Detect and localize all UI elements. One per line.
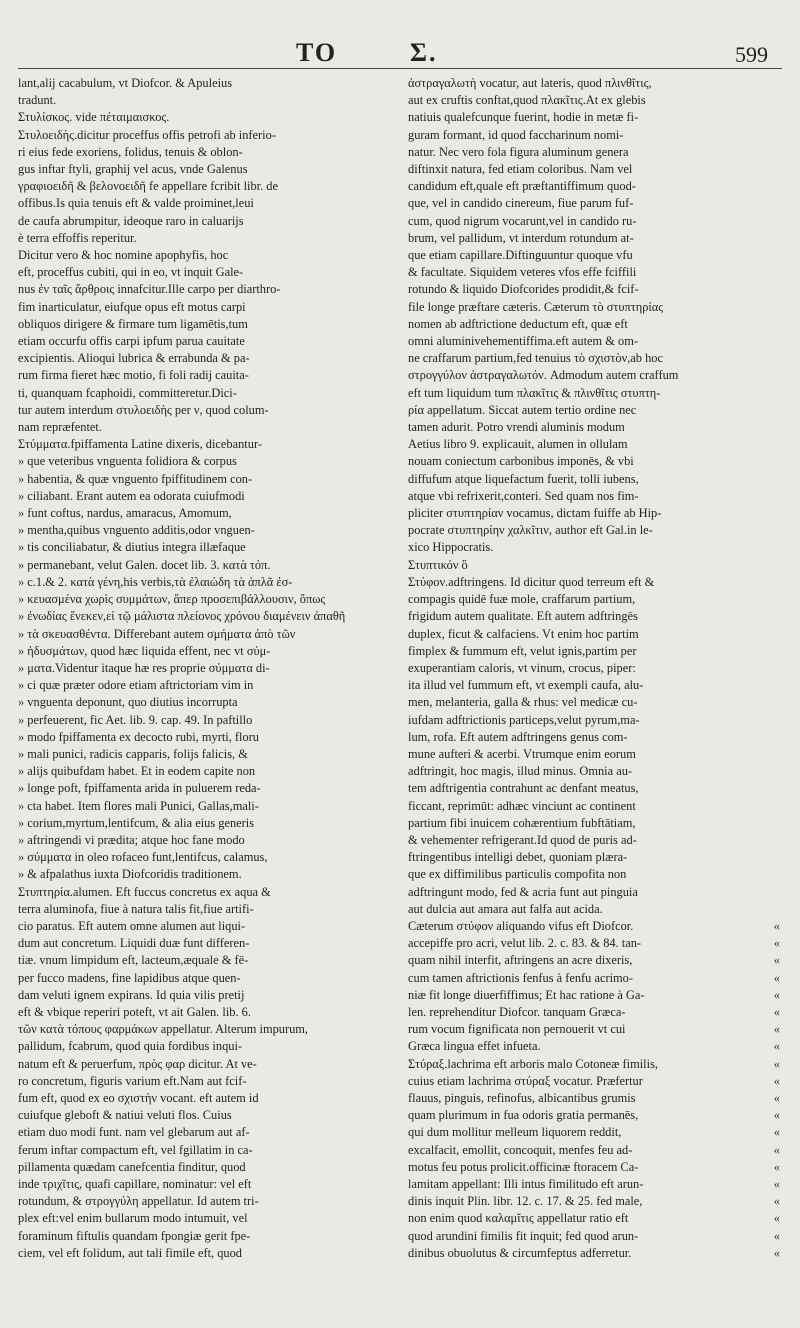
left-column-line: dam veluti ignem expirans. Id quia vilis pretij — [18, 987, 245, 1002]
left-column-line: Στύμματα.fpiffamenta Latine dixeris, dicebantur- — [18, 437, 262, 452]
right-column-line: partium fibi inuicem cohærentium fubftātiam, — [408, 815, 636, 830]
left-column-line: » & afpalathus iuxta Diofcoridis traditionem. — [18, 866, 390, 883]
right-column-line: adftringit, hoc magis, illud minus. Omnia au- — [408, 764, 633, 779]
right-column-line: niæ fit longe diuerfiffimus; Et hac ratione à Ga- « — [408, 987, 780, 1004]
left-column-line: per fucco madens, fine lapidibus atque quen- — [18, 970, 241, 985]
left-column-line: cuiufque gleboft & natiui veluti flos. Cuius — [18, 1108, 232, 1123]
left-column-line: pallidum, fcabrum, quod quia fordibus inqui- — [18, 1039, 243, 1054]
left-column-line: » mali punici, radicis capparis, folijs falicis, & — [18, 746, 390, 763]
left-column-line: lant,alij cacabulum, vt Diofcor. & Apuleius — [18, 76, 233, 90]
right-column-line: ρία appellatum. Siccat autem tertio ordine nec — [408, 402, 637, 417]
right-column-line: xico Hippocratis. — [408, 540, 494, 555]
right-column-line: iufdam adftrictionis particeps,velut pyrum,ma- — [408, 712, 640, 727]
right-column-line: ne craffarum partium,fed tenuius τὸ σχιστὸν,ab hoc — [408, 351, 663, 366]
left-column-line: Στυλίσκος. vide πέταιμαισκος. — [18, 110, 170, 125]
right-column-line: mune aufteri & acerbi. Vtrumque enim eorum — [408, 746, 636, 761]
left-column-line: pillamenta quædam canefcentia finditur, quod — [18, 1159, 246, 1174]
left-column-line: » funt coftus, nardus, amaracus, Amomum, — [18, 505, 390, 522]
left-column-line: nus ἐν ταῖς ἄρθροις innafcitur.Ille carpo per diarthro- — [18, 282, 281, 297]
left-column — [18, 75, 390, 1262]
right-column-line: Græca lingua effet infueta. « — [408, 1038, 780, 1055]
right-column-line: pliciter στυπτηρίαν vocamus, dictam fuiffe ab Hip- — [408, 506, 662, 521]
left-column-line: eft & vbique reperiri poteft, vt ait Galen. lib. 6. — [18, 1004, 251, 1019]
left-column-line: γραφιοειδῆ & βελονοειδῆ fe appellare fcribit libr. de — [18, 179, 278, 194]
left-column-line: etiam occurfu offis carpi ipfum parua cauitate — [18, 334, 245, 349]
left-column-line: » aftringendi vi prædita; atque hoc fane modo — [18, 832, 390, 849]
left-column-line: » perfeuerent, fic Aet. lib. 9. cap. 49. In paftillo — [18, 712, 390, 729]
right-column-line: guram formant, id quod faccharinum nomi- — [408, 127, 624, 142]
left-column-line: » σύμματα in oleo rofaceo funt,lentifcus, calamus, — [18, 849, 390, 866]
left-column-line: ferum inftar compactum eft, vel fgillatim in ca- — [18, 1142, 253, 1157]
right-column-line: Στύραξ.lachrima eft arboris malo Cotoneæ fimilis, « — [408, 1056, 780, 1073]
left-column-line: dum aut concretum. Liquidi duæ funt differen- — [18, 936, 250, 951]
left-column-line: è terra effoffis reperitur. — [18, 230, 137, 245]
left-column-line: Στυλοειδὴς.dicitur proceffus offis petrofi ab inferio- — [18, 127, 276, 142]
left-column-line: » modo fpiffamenta ex decocto rubi, myrti, floru — [18, 729, 390, 746]
left-column-line: Dicitur vero & hoc nomine apophyfis, hoc — [18, 248, 229, 263]
running-title-right: Σ. — [410, 38, 438, 67]
left-column-line: » alijs quibufdam habet. Et in eodem capite non — [18, 763, 390, 780]
right-column-line: duplex, ficut & calfaciens. Vt enim hoc partim — [408, 626, 639, 641]
left-column-line: cio paratus. Eft autem omne alumen aut liqui- — [18, 918, 246, 933]
right-column-line: candidum eft,quale eft præftantiffimum quod- — [408, 179, 636, 194]
left-column-line: excipientis. Alioqui lubrica & errabunda & pa- — [18, 351, 250, 366]
left-column-line: rum firma fieret hæc motio, fi foli radij cauita- — [18, 368, 249, 383]
running-header — [18, 38, 782, 69]
left-column-line: » ἐνωδίας ἕνεκεν,εἰ τῷ μάλιστα πλείονος χρόνου διαμένειν ἀπαθῆ — [18, 608, 390, 625]
running-title-left: TO — [296, 38, 338, 67]
right-column-line: rum vocum fignificata non pernouerit vt cui « — [408, 1021, 780, 1038]
text-columns — [18, 75, 782, 1262]
left-column-line: eft, proceffus cubiti, qui in eo, vt inquit Gale- — [18, 265, 244, 280]
right-column-line: natiuis qualefcunque fuerint, hodie in metæ fi- — [408, 110, 639, 125]
right-column-line: exuperantiam caloris, vt vinum, crocus, piper: — [408, 660, 636, 675]
left-column-line: » τὰ σκευασθέντα. Differebant autem σμήματα ἀπὸ τῶν — [18, 626, 390, 643]
right-column-line: nomen ab adftrictione deductum eft, quæ eft — [408, 316, 628, 331]
left-column-line: » habentia, & quæ vnguento fpiffitudinem con- — [18, 471, 390, 488]
right-column-line: Cæterum στύφον aliquando vifus eft Diofcor. « — [408, 918, 780, 935]
left-column-line: » κευασμένα χωρὶς συμμάτων, ἅπερ προσεπιβάλλουσιν, ὅπως — [18, 591, 390, 608]
right-column-line: omni aluminivehementiffima.eft autem & om- — [408, 334, 638, 349]
left-column-line: » corium,myrtum,lentifcum, & alia eius generis — [18, 815, 390, 832]
right-column-line: natur. Nec vero fola figura aluminum genera — [408, 144, 629, 159]
left-column-line: » ciliabant. Erant autem ea odorata cuiufmodi — [18, 488, 390, 505]
right-column-line: diffufum atque liquefactum fuerit, tolli iubens, — [408, 471, 639, 486]
right-column-line: adftringunt modo, fed & acria funt aut pinguia — [408, 884, 638, 899]
right-column-line: quam nihil interfit, aftringens an acre dixeris, « — [408, 952, 780, 969]
right-column-line: que ex diffimilibus particulis compofita non — [408, 867, 627, 882]
left-column-line: » ci quæ præter odore etiam aftrictoriam vim in — [18, 677, 390, 694]
right-column-line: tamen adurit. Potro vrendi aluminis modum — [408, 420, 625, 435]
left-column-line: gus inftar ftyli, graphij vel acus, vnde Galenus — [18, 162, 248, 177]
right-column-line: excalfacit, emollit, concoquit, menfes feu ad- « — [408, 1142, 780, 1159]
left-column-line: ti, quanquam fcaphoidi, committeretur.Dici- — [18, 385, 237, 400]
left-column-line: » tis conciliabatur, & diutius integra illæfaque — [18, 539, 390, 556]
left-column-line: foraminum fiftulis quandam fpongiæ gerit fpe- — [18, 1228, 251, 1243]
right-column-line: nouam coniectum carbonibus imponēs, & vbi — [408, 454, 634, 469]
right-column-line: Aetius libro 9. explicauit, alumen in ollulam — [408, 437, 628, 452]
right-column-line: quod arundini fimilis fit inquit; fed quod arun- « — [408, 1228, 780, 1245]
right-column-line: len. reprehenditur Diofcor. tanquam Græca- « — [408, 1004, 780, 1021]
right-column-line: rotundo & liquido Diofcorides prodidit,& fcif- — [408, 282, 639, 297]
right-column-line: ftringentibus intelligi debet, quoniam plæra- — [408, 850, 628, 865]
right-column-line: lum, rofa. Eft autem adftringens genus com- — [408, 729, 628, 744]
left-column-line: τῶν κατὰ τόπους φαρμάκων appellatur. Alterum impurum, — [18, 1022, 309, 1037]
left-column-line: natum eft & peruerfum, πρὸς φαρ dicitur. At ve- — [18, 1056, 257, 1071]
right-column-line: aut ex cruftis conftat,quod πλακῖτις.At ex glebis — [408, 93, 646, 108]
right-column-line: ita illud vel fummum eft, vt exempli caufa, alu- — [408, 678, 644, 693]
right-column-line: que etiam capillare.Diftinguuntur quoque vfu — [408, 248, 633, 263]
right-column-line: Στύφον.adftringens. Id dicitur quod terreum eft & — [408, 574, 655, 589]
right-column-line: ἀστραγαλωτὴ vocatur, aut lateris, quod πλινθῖτις, — [408, 76, 652, 90]
left-column-line: tradunt. — [18, 93, 57, 108]
left-column-line: inde τριχῖτις, quafi capillare, nominatur: vel eft — [18, 1177, 252, 1191]
right-column-line: fimplex & fummum eft, velut ignis,partim per — [408, 643, 637, 658]
right-column-line: accepiffe pro acri, velut lib. 2. c. 83. & 84. tan- « — [408, 935, 780, 952]
right-column-line: ficcant, reprimūt: adhæc vinciunt ac continent — [408, 798, 636, 813]
left-column-line: » mentha,quibus vnguento additis,odor vnguen- — [18, 522, 390, 539]
left-column-line: offibus.Is quia tenuis eft & valde proiminet,leui — [18, 196, 254, 211]
left-column-line: » c.1.& 2. κατὰ γένη,his verbis,τὰ ἐλαιώδη τὰ ἁπλᾶ ἐσ- — [18, 574, 390, 591]
left-column-line: terra aluminofa, fiue à natura talis fit,fiue artifi- — [18, 901, 254, 916]
right-column-line: motus feu potus prolicit.officinæ ftoracem Ca- « — [408, 1159, 780, 1176]
right-column-line: atque vbi refrixerit,conteri. Sed quam nos fim- — [408, 488, 639, 503]
right-column-line: & facultate. Siquidem veteres vfos effe fciffili — [408, 265, 637, 280]
left-column-line: etiam duo modi funt. nam vel glebarum aut af- — [18, 1125, 250, 1140]
right-column-line: pocrate στυπτηρίην χαλκῖτιν, author eft Gal.in le- — [408, 523, 653, 538]
left-column-line: nam repræfentet. — [18, 420, 102, 435]
left-column-line: » ἡδυσμάτων, quod hæc liquida effent, nec vt σύμ- — [18, 643, 390, 660]
left-column-line: ri eius fede exoriens, folidus, tenuis & oblon- — [18, 144, 243, 159]
right-column-line: στρογγύλον ἀστραγαλωτόν. Admodum autem craffum — [408, 368, 679, 383]
right-column-line: non enim quod καλαμῖτις appellatur ratio eft « — [408, 1210, 780, 1227]
left-column-line: » ματα.Videntur itaque hæ res proprie σύμματα di- — [18, 660, 390, 677]
left-column-line: » longe poft, fpiffamenta arida in puluerem reda- — [18, 780, 390, 797]
right-column-line: tem adftrigentia contrahunt ac denfant meatus, — [408, 781, 639, 796]
left-column-line: tiæ. vnum limpidum eft, lacteum,æquale & fē- — [18, 953, 249, 968]
right-column-line: diftinxit natura, fed etiam coloribus. Nam vel — [408, 162, 633, 177]
right-column-line: dinibus obuolutus & circumfeptus adferretur. « — [408, 1245, 780, 1262]
right-column-line: eft tum liquidum tum πλακῖτις & πλινθῖτις στυπτη- — [408, 385, 661, 400]
right-column-line: flauus, pinguis, refinofus, albicantibus grumis « — [408, 1090, 780, 1107]
left-column-line: rotundum, & στρογγύλη appellatur. Id autem tri- — [18, 1194, 259, 1209]
left-column-line: obliquos dirigere & firmare tum ligamētis,tum — [18, 316, 248, 331]
right-column — [408, 75, 780, 1262]
right-column-line: cum, quod nigrum vocarunt,vel in candido ru- — [408, 213, 637, 228]
right-column-line: dinis inquit Plin. libr. 12. c. 17. & 25. fed male, « — [408, 1193, 780, 1210]
left-column-line: Στυπτηρία.alumen. Eft fuccus concretus ex aqua & — [18, 884, 271, 899]
left-column-line: de caufa abrumpitur, ideoque raro in caluarijs — [18, 213, 244, 228]
left-column-line: tur autem interdum στυλοειδὴς per ν, quod colum- — [18, 402, 269, 417]
left-column-line: fim inarticulatur, eiufque opus eft motus carpi — [18, 299, 246, 314]
left-column-line: fum eft, quod ex eo σχιστὴν vocant. eft autem id — [18, 1090, 259, 1105]
right-column-line: quam plurimum in fua odoris gratia permanēs, « — [408, 1107, 780, 1124]
right-column-line: cum tamen aftrictionis fenfus à fenfu acrimo- « — [408, 970, 780, 987]
left-column-line: ro concretum, figuris varium eft.Nam aut fcif- — [18, 1073, 247, 1088]
left-column-line: ciem, vel eft folidum, aut tali fimile eft, quod — [18, 1245, 242, 1260]
left-column-line: » que veteribus vnguenta folidiora & corpus — [18, 453, 390, 470]
right-column-line: cuius etiam lachrima στύραξ vocatur. Præfertur « — [408, 1073, 780, 1090]
right-column-line: compagis quidē fuæ mole, craffarum partium, — [408, 592, 636, 607]
left-column-line: » vnguenta deponunt, quo diutius incorrupta — [18, 694, 390, 711]
left-column-line: » cta habet. Item flores mali Punici, Gallas,mali- — [18, 798, 390, 815]
right-column-line: Στυπτικόν ὃ — [408, 557, 468, 572]
right-column-line: frigidum autem qualitate. Eft autem adftringēs — [408, 609, 638, 624]
left-column-line: » permanebant, velut Galen. docet lib. 3. κατὰ τόπ. — [18, 557, 390, 574]
right-column-line: qui dum mollitur melleum liquorem reddit, « — [408, 1124, 780, 1141]
right-column-line: lamitam appellant: Illi intus fimilitudo eft arun- « — [408, 1176, 780, 1193]
page-number: 599 — [735, 42, 768, 67]
right-column-line: file longe præftare cæteris. Cæterum τὸ στυπτηρίας — [408, 299, 664, 314]
right-column-line: & vehementer refrigerant.Id quod de puris ad- — [408, 832, 637, 847]
right-column-line: brum, vel pallidum, vt interdum rotundum at- — [408, 230, 634, 245]
right-column-line: men, melanteria, galla & rhus: vel medicæ cu- — [408, 695, 638, 710]
right-column-line: aut dulcia aut amara aut falfa aut acida. — [408, 901, 603, 916]
right-column-line: que, vel in candido cinereum, fiue parum fuf- — [408, 196, 634, 211]
left-column-line: plex eft:vel enim bullarum modo intumuit, vel — [18, 1211, 248, 1226]
